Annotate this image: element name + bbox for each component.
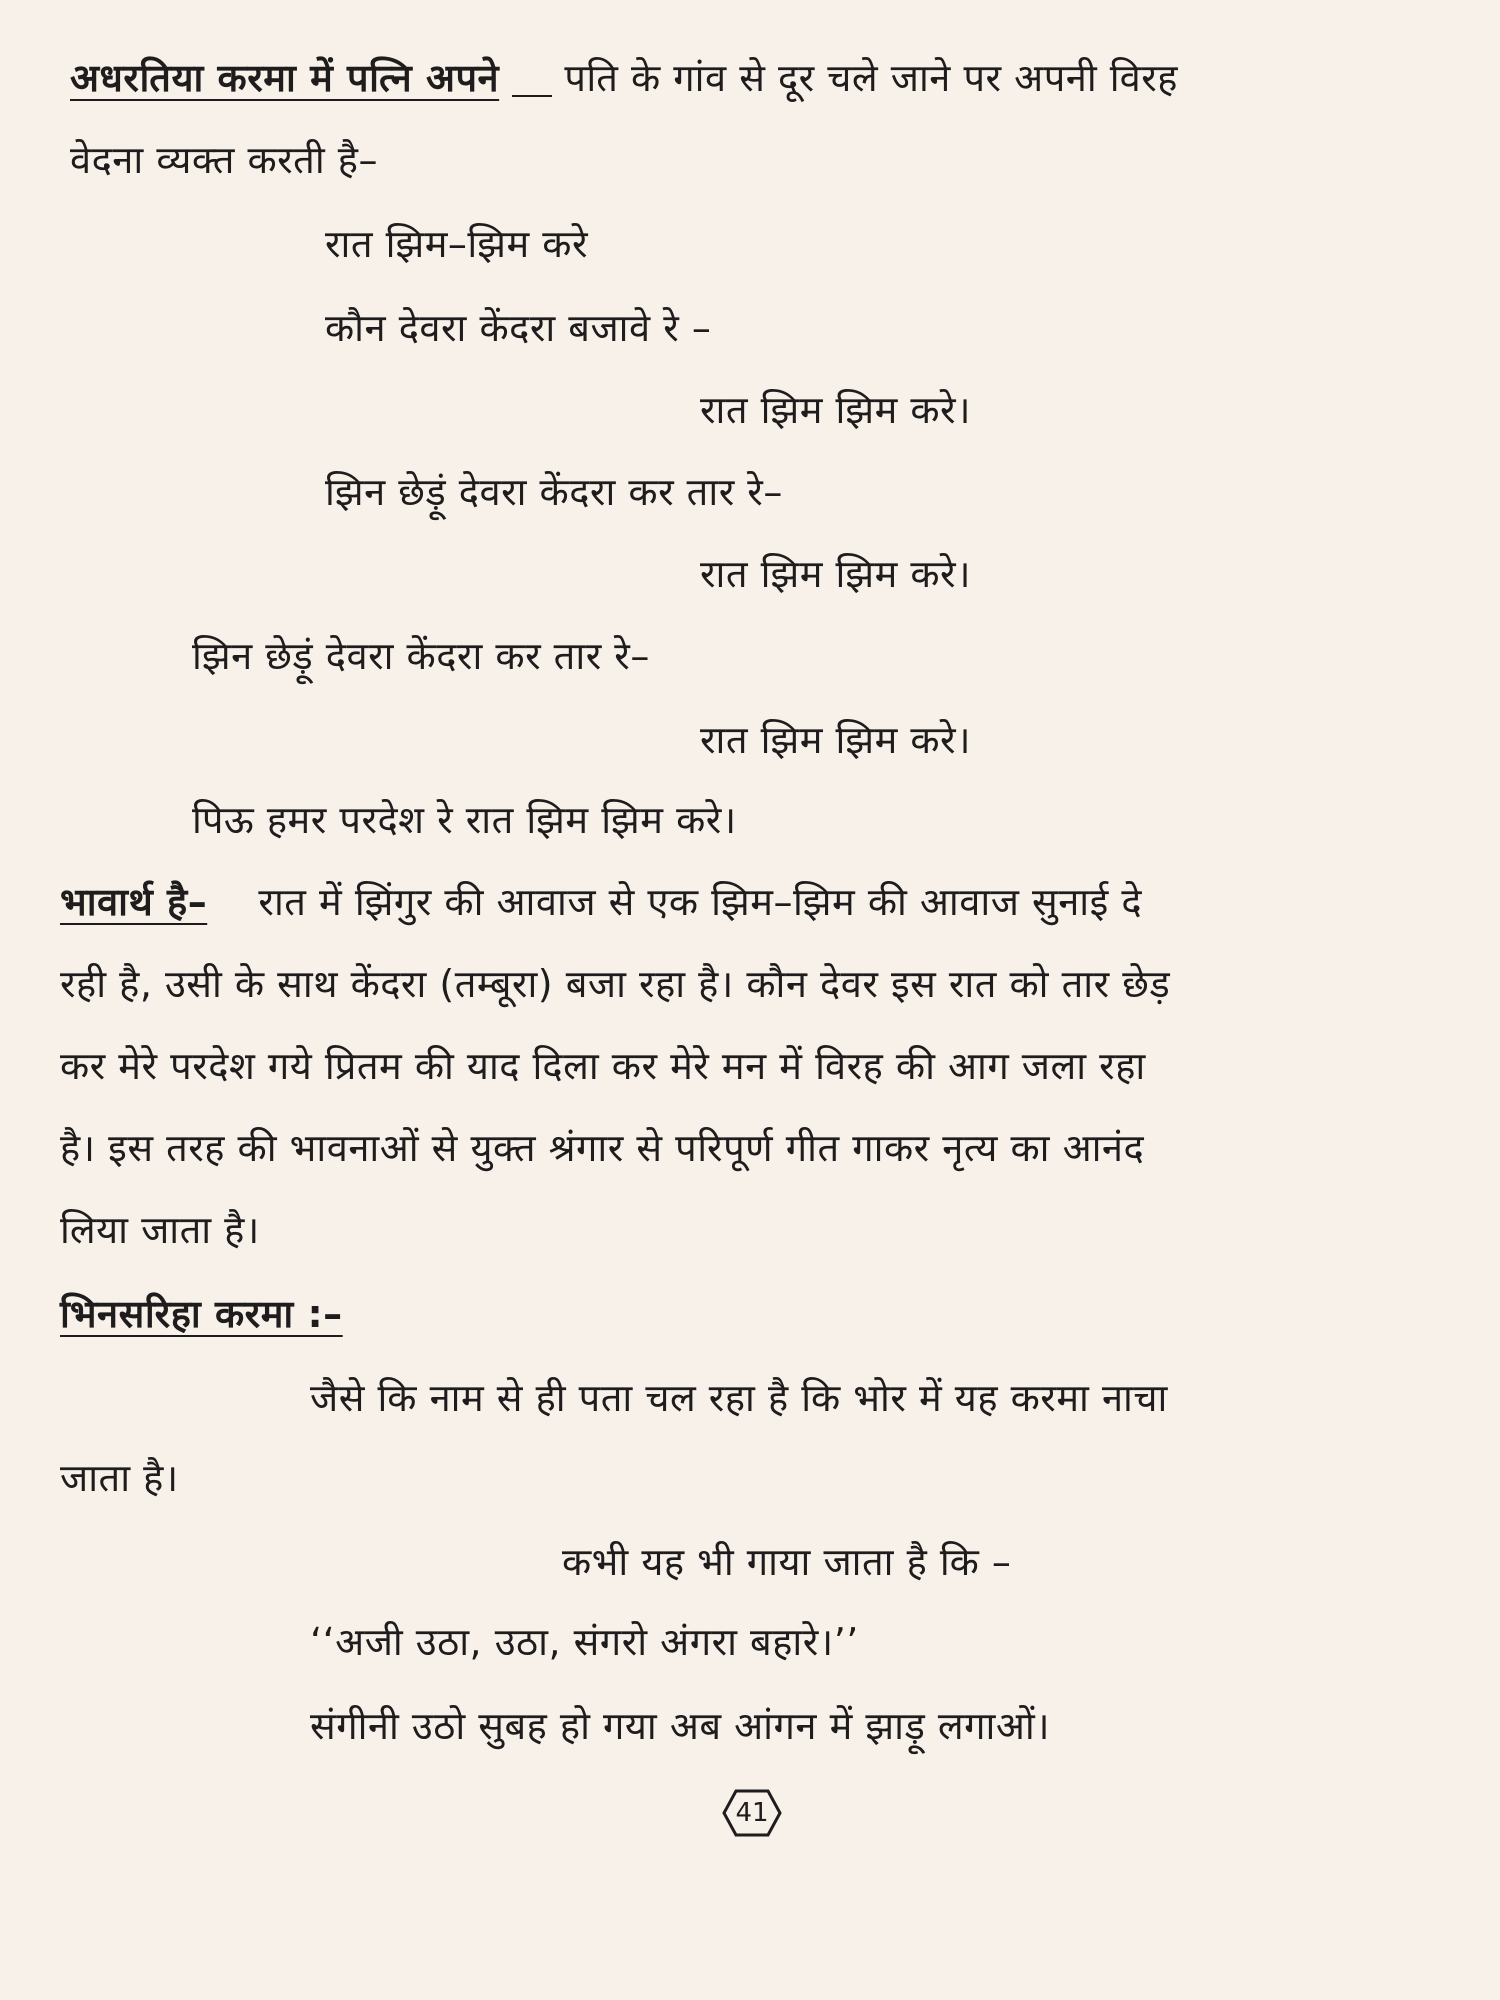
intro-line-1 [70, 52, 1178, 104]
page-number: 41 [735, 1798, 769, 1828]
intro-line-2: वेदना व्यक्त करती है– [70, 138, 378, 182]
page-number-badge [722, 1788, 782, 1838]
meaning-text-1: रात में झिंगुर की आवाज से एक झिम–झिम की आवाज सुनाई दे [258, 880, 1143, 924]
song-line-6: झिन छेड़ूं देवरा केंदरा कर तार रे– [192, 634, 650, 678]
meaning-heading: भावार्थ है– [60, 880, 208, 924]
meaning-line-5: लिया जाता है। [60, 1208, 260, 1252]
heading-underline-extension [512, 95, 552, 97]
song-line-1: रात झिम–झिम करे [325, 222, 589, 266]
song-line-2: कौन देवरा केंदरा बजावे रे – [325, 306, 712, 350]
meaning-line-2: रही है, उसी के साथ केंदरा (तम्बूरा) बजा रहा है। कौन देवर इस रात को तार छेड़ [60, 962, 1171, 1006]
song-line-8: पिऊ हमर परदेश रे रात झिम झिम करे। [192, 798, 737, 842]
bhinsariha-line-5: संगीनी उठो सुबह हो गया अब आंगन में झाड़ू लगाओं। [310, 1704, 1051, 1748]
meaning-line-3: कर मेरे परदेश गये प्रितम की याद दिला कर मेरे मन में विरह की आग जला रहा [60, 1044, 1146, 1088]
bhinsariha-line-1: जैसे कि नाम से ही पता चल रहा है कि भोर में यह करमा नाचा [310, 1376, 1168, 1420]
song-line-4: झिन छेड़ूं देवरा केंदरा कर तार रे– [325, 470, 783, 514]
bhinsariha-line-4: ‘‘अजी उठा, उठा, संगरो अंगरा बहारे।’’ [310, 1620, 859, 1664]
song-line-7: रात झिम झिम करे। [700, 718, 971, 762]
song-line-3: रात झिम झिम करे। [700, 388, 971, 432]
meaning-line-1 [60, 876, 1142, 928]
bhinsariha-line-2: जाता है। [60, 1456, 179, 1500]
adhartiya-karma-heading: अधरतिया करमा में पत्नि अपने [70, 56, 500, 100]
meaning-line-4: है। इस तरह की भावनाओं से युक्त श्रंगार से परिपूर्ण गीत गाकर नृत्य का आनंद [60, 1126, 1145, 1170]
bhinsariha-karma-heading: भिनसरिहा करमा :– [60, 1292, 343, 1336]
intro-text-1: पति के गांव से दूर चले जाने पर अपनी विरह [564, 56, 1178, 100]
song-line-5: रात झिम झिम करे। [700, 552, 971, 596]
bhinsariha-line-3: कभी यह भी गाया जाता है कि – [562, 1540, 1012, 1584]
